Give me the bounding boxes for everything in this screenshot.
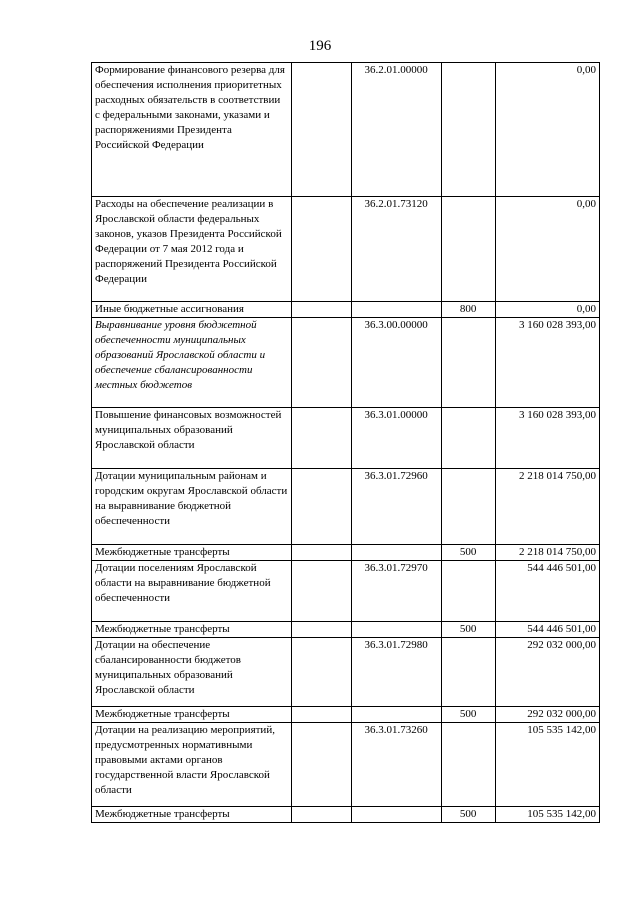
row-extra-cell bbox=[291, 408, 351, 469]
table-row bbox=[92, 545, 600, 561]
row-name-cell: Дотации муниципальным районам и городским округам Ярославской области на выравнивание бюджетной обеспеченности bbox=[92, 469, 292, 545]
row-extra-cell bbox=[291, 197, 351, 302]
row-name-cell: Дотации на обеспечение сбалансированности бюджетов муниципальных образований Ярославской области bbox=[92, 638, 292, 707]
row-extra-cell bbox=[291, 707, 351, 723]
row-extra-cell bbox=[291, 638, 351, 707]
row-extra-cell bbox=[291, 302, 351, 318]
row-name-cell: Дотации поселениям Ярославской области на выравнивание бюджетной обеспеченности bbox=[92, 561, 292, 622]
row-code-cell: 36.3.01.72980 bbox=[351, 638, 441, 707]
row-amount-cell: 2 218 014 750,00 bbox=[495, 469, 599, 545]
row-amount-cell: 544 446 501,00 bbox=[495, 622, 599, 638]
table-row bbox=[92, 807, 600, 823]
row-type-cell bbox=[441, 469, 495, 545]
row-type-cell bbox=[441, 197, 495, 302]
row-code-cell bbox=[351, 707, 441, 723]
table-row bbox=[92, 63, 600, 197]
table-row bbox=[92, 723, 600, 807]
budget-table-body bbox=[92, 63, 600, 823]
budget-table bbox=[91, 62, 600, 823]
row-amount-cell: 0,00 bbox=[495, 197, 599, 302]
row-type-cell bbox=[441, 723, 495, 807]
row-extra-cell bbox=[291, 622, 351, 638]
row-type-cell: 500 bbox=[441, 707, 495, 723]
table-row bbox=[92, 318, 600, 408]
row-extra-cell bbox=[291, 63, 351, 197]
row-name-cell: Межбюджетные трансферты bbox=[92, 707, 292, 723]
row-type-cell: 500 bbox=[441, 622, 495, 638]
row-extra-cell bbox=[291, 469, 351, 545]
row-code-cell bbox=[351, 622, 441, 638]
row-code-cell: 36.3.01.72960 bbox=[351, 469, 441, 545]
row-extra-cell bbox=[291, 318, 351, 408]
row-code-cell bbox=[351, 302, 441, 318]
row-name-cell: Повышение финансовых возможностей муниципальных образований Ярославской области bbox=[92, 408, 292, 469]
row-code-cell: 36.3.01.00000 bbox=[351, 408, 441, 469]
row-name-cell: Расходы на обеспечение реализации в Ярославской области федеральных законов, указов Президента Российской Федерации от 7 мая 2012 года и распоряжений Президента Российской Федерации bbox=[92, 197, 292, 302]
row-code-cell: 36.2.01.73120 bbox=[351, 197, 441, 302]
row-name-cell: Межбюджетные трансферты bbox=[92, 545, 292, 561]
row-amount-cell: 0,00 bbox=[495, 302, 599, 318]
row-type-cell: 500 bbox=[441, 807, 495, 823]
row-extra-cell bbox=[291, 561, 351, 622]
row-type-cell bbox=[441, 63, 495, 197]
row-extra-cell bbox=[291, 545, 351, 561]
row-name-cell: Дотации на реализацию мероприятий, предусмотренных нормативными правовыми актами органов государственной власти Ярославской области bbox=[92, 723, 292, 807]
table-row bbox=[92, 707, 600, 723]
row-code-cell: 36.3.01.73260 bbox=[351, 723, 441, 807]
row-name-cell: Иные бюджетные ассигнования bbox=[92, 302, 292, 318]
row-amount-cell: 105 535 142,00 bbox=[495, 723, 599, 807]
row-code-cell: 36.3.01.72970 bbox=[351, 561, 441, 622]
row-amount-cell: 0,00 bbox=[495, 63, 599, 197]
table-row bbox=[92, 197, 600, 302]
table-row bbox=[92, 561, 600, 622]
row-code-cell: 36.3.00.00000 bbox=[351, 318, 441, 408]
row-type-cell bbox=[441, 638, 495, 707]
row-type-cell bbox=[441, 318, 495, 408]
row-code-cell bbox=[351, 807, 441, 823]
row-code-cell bbox=[351, 545, 441, 561]
row-extra-cell bbox=[291, 807, 351, 823]
row-name-cell: Формирование финансового резерва для обеспечения исполнения приоритетных расходных обязательств в соответствии с федеральными законами, указами и распоряжениями Президента Российской Федерации bbox=[92, 63, 292, 197]
row-amount-cell: 3 160 028 393,00 bbox=[495, 408, 599, 469]
row-extra-cell bbox=[291, 723, 351, 807]
row-amount-cell: 105 535 142,00 bbox=[495, 807, 599, 823]
row-amount-cell: 3 160 028 393,00 bbox=[495, 318, 599, 408]
row-type-cell bbox=[441, 408, 495, 469]
table-row bbox=[92, 622, 600, 638]
table-row bbox=[92, 469, 600, 545]
row-amount-cell: 292 032 000,00 bbox=[495, 638, 599, 707]
page-number: 196 bbox=[308, 38, 332, 54]
row-amount-cell: 292 032 000,00 bbox=[495, 707, 599, 723]
row-type-cell: 500 bbox=[441, 545, 495, 561]
row-code-cell: 36.2.01.00000 bbox=[351, 63, 441, 197]
row-type-cell: 800 bbox=[441, 302, 495, 318]
table-row bbox=[92, 638, 600, 707]
row-amount-cell: 2 218 014 750,00 bbox=[495, 545, 599, 561]
row-amount-cell: 544 446 501,00 bbox=[495, 561, 599, 622]
row-name-cell: Межбюджетные трансферты bbox=[92, 807, 292, 823]
row-name-cell: Выравнивание уровня бюджетной обеспеченности муниципальных образований Ярославской области и обеспечение сбалансированности местных бюджетов bbox=[92, 318, 292, 408]
table-row bbox=[92, 302, 600, 318]
row-type-cell bbox=[441, 561, 495, 622]
table-row bbox=[92, 408, 600, 469]
row-name-cell: Межбюджетные трансферты bbox=[92, 622, 292, 638]
